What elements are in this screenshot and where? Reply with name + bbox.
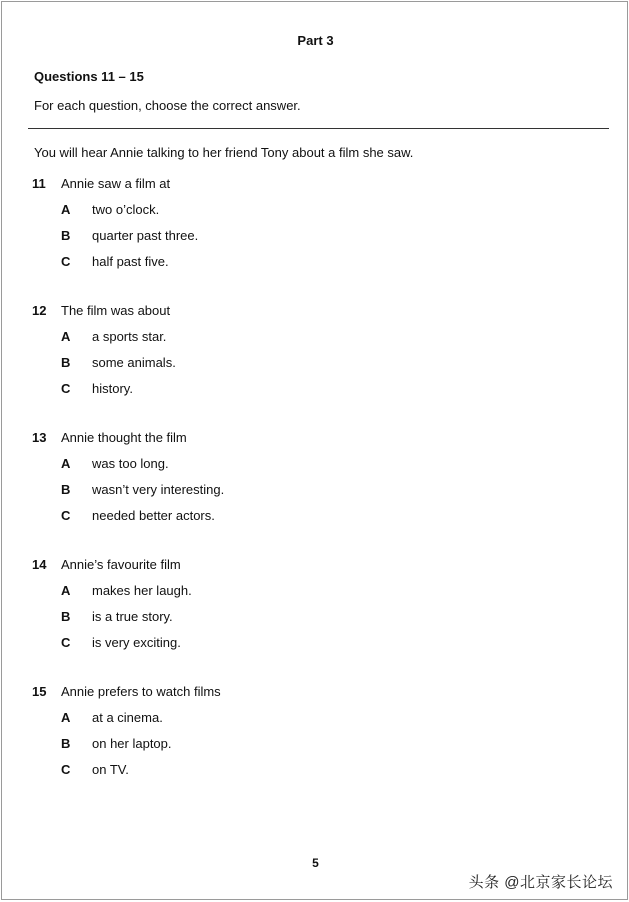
option-letter: A — [61, 329, 71, 344]
option-letter: B — [61, 736, 71, 751]
option-letter: C — [61, 508, 71, 523]
question-number: 15 — [32, 684, 47, 699]
option-letter: A — [61, 583, 71, 598]
option-c[interactable] — [32, 635, 592, 651]
question-number: 11 — [32, 176, 46, 191]
option-b[interactable] — [32, 355, 592, 371]
option-letter: B — [61, 609, 71, 624]
option-text: at a cinema. — [92, 710, 163, 725]
option-text: wasn’t very interesting. — [92, 482, 225, 497]
option-letter: B — [61, 482, 71, 497]
option-c[interactable] — [32, 508, 592, 524]
option-a[interactable] — [32, 456, 592, 472]
option-text: quarter past three. — [92, 228, 199, 243]
option-text: was too long. — [92, 456, 169, 471]
option-c[interactable] — [32, 762, 592, 778]
option-c[interactable] — [32, 254, 592, 270]
question-number: 14 — [32, 557, 47, 572]
instruction-text: For each question, choose the correct answer. — [34, 98, 301, 113]
option-text: history. — [92, 381, 133, 396]
question-number: 13 — [32, 430, 47, 445]
option-letter: A — [61, 710, 71, 725]
option-text: is very exciting. — [92, 635, 181, 650]
option-letter: C — [61, 762, 71, 777]
option-text: two o’clock. — [92, 202, 160, 217]
exam-page — [1, 1, 628, 900]
option-letter: C — [61, 635, 71, 650]
option-a[interactable] — [32, 710, 592, 726]
option-letter: A — [61, 202, 71, 217]
option-text: is a true story. — [92, 609, 173, 624]
option-c[interactable] — [32, 381, 592, 397]
option-b[interactable] — [32, 736, 592, 752]
option-letter: A — [61, 456, 71, 471]
question-number: 12 — [32, 303, 47, 318]
question-text: Annie prefers to watch films — [61, 684, 221, 699]
option-letter: C — [61, 381, 71, 396]
option-letter: B — [61, 355, 71, 370]
question-15 — [32, 684, 592, 778]
listening-intro: You will hear Annie talking to her friend Tony about a film she saw. — [34, 145, 414, 160]
question-text: The film was about — [61, 303, 171, 318]
question-text: Annie thought the film — [61, 430, 187, 445]
page-number: 5 — [312, 856, 319, 870]
question-11 — [32, 176, 592, 270]
question-14 — [32, 557, 592, 651]
option-text: a sports star. — [92, 329, 167, 344]
option-text: on her laptop. — [92, 736, 172, 751]
option-a[interactable] — [32, 583, 592, 599]
question-text: Annie’s favourite film — [61, 557, 181, 572]
option-text: makes her laugh. — [92, 583, 192, 598]
option-text: some animals. — [92, 355, 176, 370]
question-12 — [32, 303, 592, 397]
option-b[interactable] — [32, 482, 592, 498]
option-b[interactable] — [32, 228, 592, 244]
source-watermark: 头条 @北京家长论坛 — [468, 874, 613, 891]
option-text: on TV. — [92, 762, 129, 777]
questions-heading: Questions 11 – 15 — [34, 69, 144, 84]
section-divider — [28, 128, 609, 129]
option-b[interactable] — [32, 609, 592, 625]
option-text: needed better actors. — [92, 508, 215, 523]
part-title: Part 3 — [297, 33, 334, 48]
question-13 — [32, 430, 592, 524]
option-letter: C — [61, 254, 71, 269]
option-text: half past five. — [92, 254, 169, 269]
option-a[interactable] — [32, 202, 592, 218]
option-letter: B — [61, 228, 71, 243]
question-text: Annie saw a film at — [61, 176, 171, 191]
option-a[interactable] — [32, 329, 592, 345]
